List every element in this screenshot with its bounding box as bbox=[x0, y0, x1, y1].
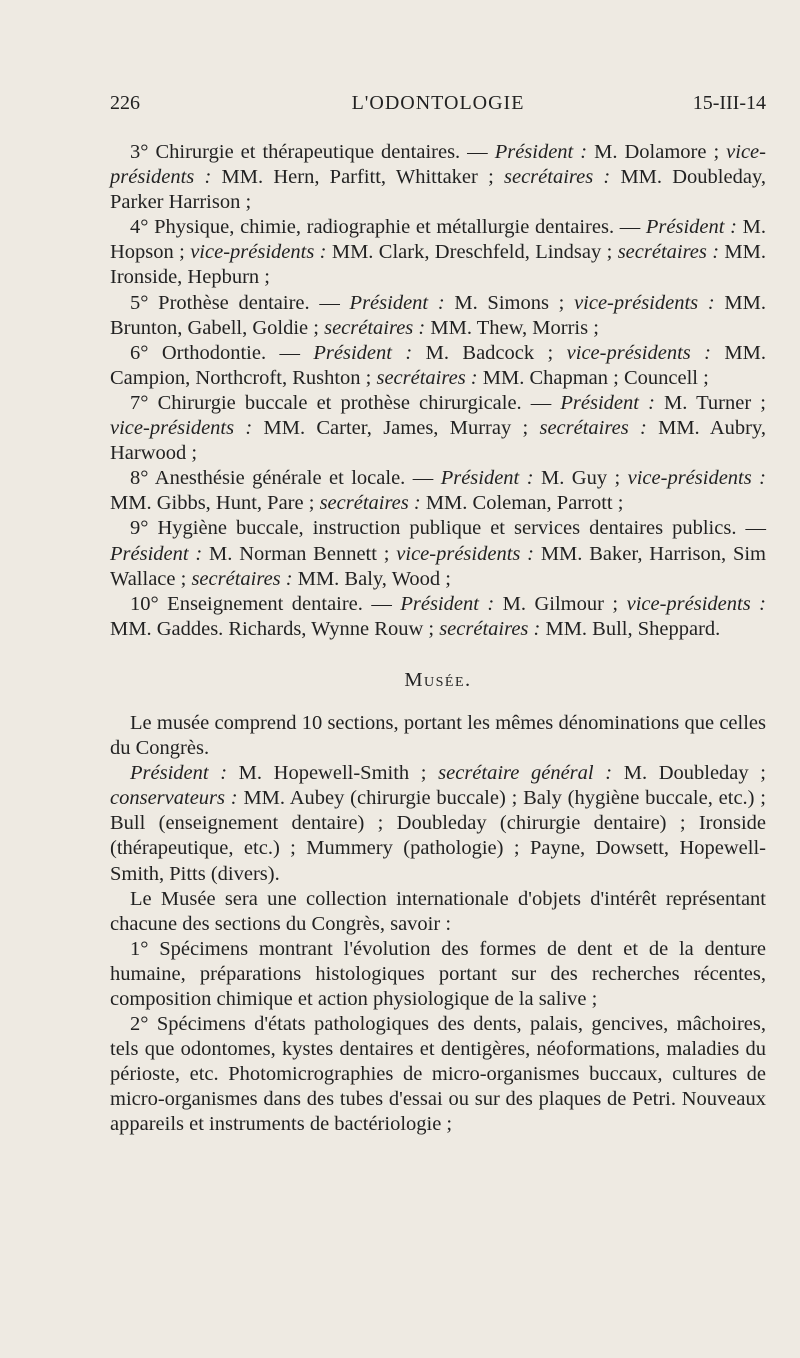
section-entry bbox=[110, 215, 766, 290]
curators-label: conservateurs : bbox=[110, 787, 238, 810]
president-name: M. Turner ; bbox=[654, 391, 766, 414]
vice-presidents-label: vice-présidents : bbox=[110, 141, 766, 189]
page-body bbox=[110, 140, 766, 1138]
president-label: Président : bbox=[110, 542, 203, 565]
president-name: M. Badcock ; bbox=[412, 341, 567, 364]
president-label: Président : bbox=[560, 391, 655, 414]
president-label: Président : bbox=[494, 141, 588, 163]
museum-item-1: 1° Spécimens montrant l'évolution des formes de dent et de la denture humaine, préparations histologiques portant sur des recherches récentes, composition chimique et action physiologique de la salive ; bbox=[110, 937, 766, 1010]
vice-presidents-names: MM. Campion, Northcroft, Rushton ; bbox=[110, 341, 766, 389]
section-name: Anesthésie générale et locale. — bbox=[154, 467, 441, 490]
president-name: M. Hopewell-Smith ; bbox=[227, 762, 439, 785]
secretaries-names: MM. Bull, Sheppard. bbox=[540, 617, 721, 640]
secretaries-label: secrétaires : bbox=[191, 567, 293, 590]
section-entry bbox=[110, 391, 766, 466]
section-name: Orthodontie. — bbox=[161, 341, 314, 364]
vice-presidents-label: vice-présidents : bbox=[626, 592, 766, 615]
section-number: 4° bbox=[130, 216, 155, 239]
secretaries-names: MM. Aubry, Harwood ; bbox=[110, 417, 767, 465]
journal-title: L'ODONTOLOGIE bbox=[351, 92, 525, 114]
secretaries-label: secrétaires : bbox=[504, 166, 611, 189]
secretaries-names: MM. Coleman, Parrott ; bbox=[420, 492, 624, 515]
section-entry bbox=[110, 140, 766, 215]
section-number: 8° bbox=[130, 467, 155, 490]
page-number: 226 bbox=[110, 92, 140, 114]
section-number: 10° bbox=[130, 592, 168, 615]
president-label: Président : bbox=[440, 467, 534, 490]
section-name: Chirurgie buccale et prothèse chirurgicale. — bbox=[157, 391, 561, 414]
section-entry bbox=[110, 291, 766, 341]
museum-heading: Musée. bbox=[404, 668, 472, 691]
museum-paragraph-officers bbox=[110, 761, 766, 886]
museum-paragraph-intro: Le musée comprend 10 sections, portant les mêmes dénominations que celles du Congrès. bbox=[110, 711, 766, 760]
secretaries-label: secrétaires : bbox=[539, 417, 647, 440]
running-header bbox=[110, 92, 766, 122]
section-name: Enseignement dentaire. — bbox=[167, 592, 401, 615]
secretaries-names: MM. Doubleday, Parker Harrison ; bbox=[110, 166, 766, 214]
vice-presidents-names: MM. Gaddes. Richards, Wynne Rouw ; bbox=[110, 617, 440, 640]
section-name: Prothèse dentaire. — bbox=[158, 291, 350, 314]
congress-sections bbox=[110, 140, 766, 642]
secretaries-names: MM. Chapman ; Councell ; bbox=[477, 366, 709, 389]
vice-presidents-names: MM. Brunton, Gabell, Goldie ; bbox=[110, 291, 766, 339]
vice-presidents-label: vice-présidents : bbox=[566, 341, 711, 364]
vice-presidents-label: vice-présidents : bbox=[396, 542, 535, 565]
vice-presidents-label: vice-présidents : bbox=[627, 467, 766, 490]
vice-presidents-label: vice-présidents : bbox=[574, 291, 715, 314]
section-name: Physique, chimie, radiographie et métallurgie dentaires. — bbox=[154, 216, 646, 239]
president-name: M. Simons ; bbox=[444, 291, 575, 314]
section-number: 9° bbox=[130, 517, 158, 540]
section-entry bbox=[110, 466, 766, 516]
vice-presidents-names: MM. Clark, Dreschfeld, Lindsay ; bbox=[326, 241, 618, 264]
president-label: Président : bbox=[349, 291, 445, 314]
secretaries-label: secrétaires : bbox=[319, 492, 421, 515]
secretaries-names: MM. Ironside, Hepburn ; bbox=[110, 241, 767, 289]
vice-presidents-names: MM. Hern, Parfitt, Whittaker ; bbox=[211, 166, 504, 189]
president-label: Président : bbox=[313, 341, 413, 364]
president-label: Président : bbox=[130, 762, 228, 785]
museum-paragraph-collection: Le Musée sera une collection internationale d'objets d'intérêt représentant chacune des sections du Congrès, savoir : bbox=[110, 887, 766, 935]
section-name: Hygiène buccale, instruction publique et services dentaires publics. — bbox=[157, 517, 766, 540]
secretaries-label: secrétaires : bbox=[439, 617, 541, 640]
vice-presidents-label: vice-présidents : bbox=[110, 417, 253, 440]
secretaries-label: secrétaires : bbox=[617, 241, 720, 264]
section-entry bbox=[110, 516, 766, 591]
secretaries-label: secrétaires : bbox=[324, 316, 426, 339]
issue-date: 15-III-14 bbox=[692, 92, 766, 114]
vice-presidents-names: MM. Baker, Harrison, Sim Wallace ; bbox=[110, 542, 766, 590]
section-entry bbox=[110, 592, 766, 642]
vice-presidents-names: MM. Carter, James, Murray ; bbox=[252, 417, 540, 440]
president-name: M. Gilmour ; bbox=[494, 592, 627, 615]
president-name: M. Guy ; bbox=[533, 467, 628, 490]
secretary-general-name: M. Doubleday ; bbox=[612, 762, 766, 785]
secretaries-names: MM. Baly, Wood ; bbox=[292, 567, 451, 590]
section-number: 7° bbox=[130, 391, 158, 414]
section-number: 3° bbox=[130, 141, 156, 163]
section-number: 5° bbox=[130, 291, 159, 314]
president-name: M. Hopson ; bbox=[110, 216, 766, 264]
president-name: M. Norman Bennett ; bbox=[202, 542, 397, 565]
section-number: 6° bbox=[130, 341, 162, 364]
president-label: Président : bbox=[400, 592, 495, 615]
section-entry bbox=[110, 341, 766, 391]
section-name: Chirurgie et thérapeutique dentaires. — bbox=[155, 141, 495, 163]
vice-presidents-label: vice-présidents : bbox=[190, 241, 327, 264]
president-name: M. Dolamore ; bbox=[587, 141, 727, 163]
museum-item-2: 2° Spécimens d'états pathologiques des dents, palais, gencives, mâchoires, tels que odontomes, kystes dentaires et dentigères, néoformations, maladies du périoste, etc. Photomicrographies de micro-organismes buccaux, cultures de micro-organismes dans des tubes d'essai ou sur des plaques de Petri. Nouveaux appareils et instruments de bactériologie ; bbox=[110, 1013, 766, 1136]
secretary-general-label: secrétaire général : bbox=[438, 762, 613, 785]
vice-presidents-names: MM. Gibbs, Hunt, Pare ; bbox=[110, 492, 320, 515]
president-label: Président : bbox=[645, 216, 737, 239]
curators-names: MM. Aubey (chirurgie buccale) ; Baly (hygiène buccale, etc.) ; Bull (enseignement dentaire) ; Doubleday (chirurgie dentaire) ; Ironside (thérapeutique, etc.) ; Mummery (pathologie) ; Payne, Dowsett, Hopewell-Smith, Pitts (divers). bbox=[110, 787, 766, 885]
secretaries-label: secrétaires : bbox=[376, 366, 478, 389]
secretaries-names: MM. Thew, Morris ; bbox=[425, 316, 599, 339]
